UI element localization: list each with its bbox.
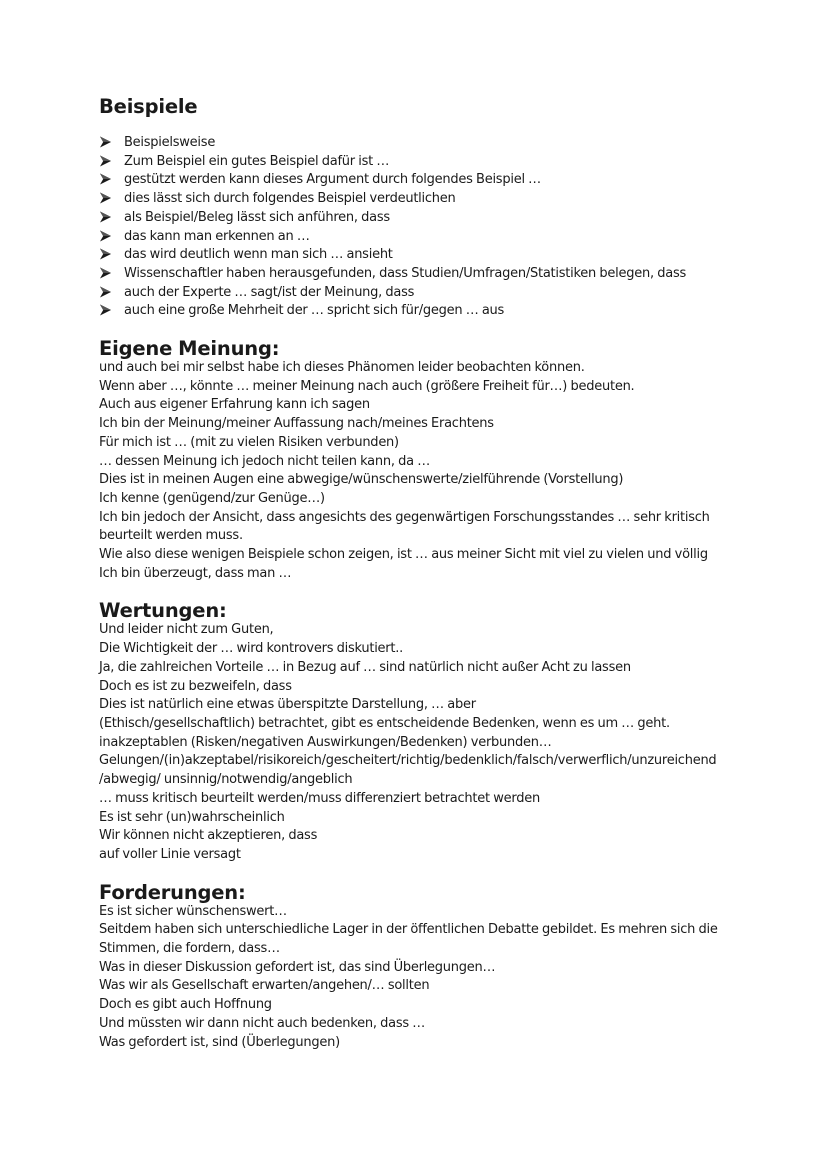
beispiele-bullet-list xyxy=(99,134,799,321)
beispiele-list-item xyxy=(99,302,799,321)
forderungen-lines xyxy=(99,903,799,1053)
beispiele-item-text: Zum Beispiel ein gutes Beispiel dafür ist … xyxy=(124,153,390,169)
arrowhead-bullet-icon xyxy=(99,154,113,168)
section-wertungen xyxy=(99,601,799,864)
eigene-meinung-line: Wie also diese wenigen Beispiele schon zeigen, ist … aus meiner Sicht mit viel zu vielen und völlig xyxy=(99,547,708,563)
forderungen-line: Stimmen, die fordern, dass… xyxy=(99,941,280,957)
beispiele-list-item xyxy=(99,171,799,190)
beispiele-item-text: das kann man erkennen an … xyxy=(124,228,310,244)
arrowhead-bullet-icon xyxy=(99,210,113,224)
section-eigene-meinung xyxy=(99,339,799,583)
wertungen-line: (Ethisch/gesellschaftlich) betrachtet, gibt es entscheidende Bedenken, wenn es um … geht. xyxy=(99,715,670,731)
wertungen-line: Es ist sehr (un)wahrscheinlich xyxy=(99,809,285,825)
beispiele-list-item xyxy=(99,134,799,153)
beispiele-item-text: Beispielsweise xyxy=(124,135,216,150)
beispiele-list-item xyxy=(99,284,799,303)
wertungen-line: Doch es ist zu bezweifeln, dass xyxy=(99,678,292,694)
eigene-meinung-line: Ich bin jedoch der Ansicht, dass angesichts des gegenwärtigen Forschungsstandes … sehr kritisch xyxy=(99,509,710,525)
beispiele-list-item xyxy=(99,209,799,228)
eigene-meinung-line: Auch aus eigener Erfahrung kann ich sagen xyxy=(99,397,370,413)
wertungen-lines xyxy=(99,621,799,864)
forderungen-line: Was gefordert ist, sind (Überlegungen) xyxy=(99,1034,340,1050)
wertungen-line: … muss kritisch beurteilt werden/muss differenziert betrachtet werden xyxy=(99,790,540,806)
section-heading-eigene-meinung: Eigene Meinung: xyxy=(99,337,280,361)
wertungen-line: auf voller Linie versagt xyxy=(99,846,241,862)
section-forderungen xyxy=(99,880,799,1053)
arrowhead-bullet-icon xyxy=(99,285,113,299)
eigene-meinung-line: … dessen Meinung ich jedoch nicht teilen kann, da … xyxy=(99,453,430,469)
beispiele-item-text: auch der Experte … sagt/ist der Meinung, dass xyxy=(124,284,415,300)
beispiele-item-text: gestützt werden kann dieses Argument durch folgendes Beispiel … xyxy=(124,172,541,188)
forderungen-line: Es ist sicher wünschenswert… xyxy=(99,903,287,919)
beispiele-list-item xyxy=(99,228,799,247)
arrowhead-bullet-icon xyxy=(99,191,113,205)
wertungen-line: Ja, die zahlreichen Vorteile … in Bezug auf … sind natürlich nicht außer Acht zu lassen xyxy=(99,659,631,675)
wertungen-line: Gelungen/(in)akzeptabel/risikoreich/gescheitert/richtig/bedenklich/falsch/verwerflich/unzureichend xyxy=(99,753,717,769)
beispiele-list-item xyxy=(99,265,799,284)
arrowhead-bullet-icon xyxy=(99,172,113,186)
beispiele-item-text: Wissenschaftler haben herausgefunden, dass Studien/Umfragen/Statistiken belegen, dass xyxy=(124,265,687,281)
forderungen-line: Und müssten wir dann nicht auch bedenken, dass … xyxy=(99,1015,425,1031)
section-heading-wertungen: Wertungen: xyxy=(99,599,227,623)
beispiele-list-item xyxy=(99,246,799,265)
beispiele-item-text: das wird deutlich wenn man sich … ansieht xyxy=(124,247,393,263)
wertungen-line: Wir können nicht akzeptieren, dass xyxy=(99,828,318,844)
section-heading-forderungen: Forderungen: xyxy=(99,880,246,904)
eigene-meinung-line: Wenn aber …, könnte … meiner Meinung nach auch (größere Freiheit für…) bedeuten. xyxy=(99,378,635,394)
beispiele-list-item xyxy=(99,190,799,209)
wertungen-line: /abwegig/ unsinnig/notwendig/angeblich xyxy=(99,772,353,788)
wertungen-line: Die Wichtigkeit der … wird kontrovers diskutiert.. xyxy=(99,641,404,657)
eigene-meinung-line: Dies ist in meinen Augen eine abwegige/wünschenswerte/zielführende (Vorstellung) xyxy=(99,472,624,488)
beispiele-item-text: als Beispiel/Beleg lässt sich anführen, dass xyxy=(124,209,390,225)
forderungen-line: Seitdem haben sich unterschiedliche Lager in der öffentlichen Debatte gebildet. Es mehren sich die xyxy=(99,922,718,938)
forderungen-line: Was wir als Gesellschaft erwarten/angehen/… sollten xyxy=(99,978,430,994)
beispiele-item-text: auch eine große Mehrheit der … spricht sich für/gegen … aus xyxy=(124,303,505,319)
wertungen-line: inakzeptablen (Risken/negativen Auswirkungen/Bedenken) verbunden… xyxy=(99,734,552,750)
eigene-meinung-lines xyxy=(99,359,799,583)
arrowhead-bullet-icon xyxy=(99,229,113,243)
beispiele-item-text: dies lässt sich durch folgendes Beispiel verdeutlichen xyxy=(124,191,456,207)
arrowhead-bullet-icon xyxy=(99,135,113,149)
wertungen-line: Dies ist natürlich eine etwas überspitzte Darstellung, … aber xyxy=(99,697,476,713)
eigene-meinung-line: beurteilt werden muss. xyxy=(99,528,243,544)
arrowhead-bullet-icon xyxy=(99,266,113,280)
forderungen-line: Was in dieser Diskussion gefordert ist, das sind Überlegungen… xyxy=(99,959,496,975)
arrowhead-bullet-icon xyxy=(99,247,113,261)
eigene-meinung-line: Ich bin der Meinung/meiner Auffassung nach/meines Erachtens xyxy=(99,416,494,432)
document-page xyxy=(99,97,799,1052)
section-heading-beispiele: Beispiele xyxy=(99,95,198,118)
eigene-meinung-line: und auch bei mir selbst habe ich dieses Phänomen leider beobachten können. xyxy=(99,360,585,376)
eigene-meinung-line: Für mich ist … (mit zu vielen Risiken verbunden) xyxy=(99,434,399,450)
eigene-meinung-line: Ich kenne (genügend/zur Genüge…) xyxy=(99,490,325,506)
beispiele-list-item xyxy=(99,153,799,172)
forderungen-line: Doch es gibt auch Hoffnung xyxy=(99,997,272,1013)
wertungen-line: Und leider nicht zum Guten, xyxy=(99,622,274,638)
eigene-meinung-line: Ich bin überzeugt, dass man … xyxy=(99,565,292,581)
arrowhead-bullet-icon xyxy=(99,303,113,317)
